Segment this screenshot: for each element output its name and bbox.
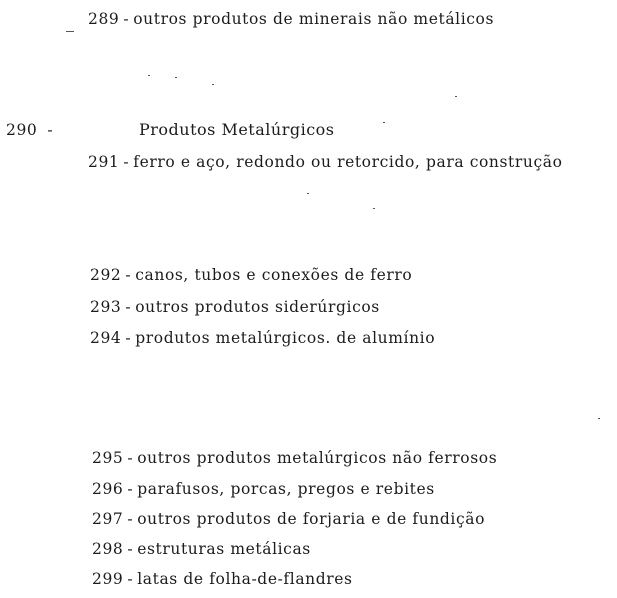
item-separator: -	[127, 449, 134, 467]
item-separator: -	[125, 298, 132, 316]
item-text: latas de folha-de-flandres	[137, 570, 353, 588]
list-item	[92, 480, 435, 498]
list-item	[92, 570, 353, 588]
item-separator: -	[125, 329, 132, 347]
scan-speck	[175, 77, 177, 78]
item-code: 298	[92, 540, 124, 558]
item-separator: -	[127, 510, 134, 528]
item-code: 294	[90, 329, 122, 347]
section-number: 290	[6, 121, 38, 139]
item-separator: -	[127, 540, 134, 558]
item-separator: -	[123, 10, 130, 28]
item-code: 291	[88, 153, 120, 171]
scan-speck	[148, 75, 150, 76]
scan-speck	[373, 208, 375, 209]
scan-speck	[307, 193, 309, 194]
item-code: 299	[92, 570, 124, 588]
item-separator: -	[125, 266, 132, 284]
section-code	[6, 121, 57, 139]
section-title: Produtos Metalúrgicos	[139, 120, 335, 139]
list-item	[88, 153, 563, 171]
scan-speck	[598, 418, 600, 419]
item-text: outros produtos siderúrgicos	[135, 298, 380, 316]
item-code: 297	[92, 510, 124, 528]
item-separator: -	[123, 153, 130, 171]
scan-speck	[212, 84, 214, 85]
item-code: 289	[88, 10, 120, 28]
item-text: ferro e aço, redondo ou retorcido, para construção	[133, 153, 563, 171]
scan-speck	[455, 96, 457, 97]
list-item	[90, 266, 412, 284]
item-code: 295	[92, 449, 124, 467]
item-text: estruturas metálicas	[137, 540, 311, 558]
item-text: outros produtos metalúrgicos não ferrosos	[137, 449, 498, 467]
list-item	[88, 10, 494, 28]
item-separator: -	[127, 570, 134, 588]
item-text: outros produtos de forjaria e de fundição	[137, 510, 486, 528]
item-code: 292	[90, 266, 122, 284]
item-text: canos, tubos e conexões de ferro	[135, 266, 413, 284]
item-code: 296	[92, 480, 124, 498]
list-item	[90, 329, 435, 347]
item-code: 293	[90, 298, 122, 316]
scan-speck	[383, 122, 385, 123]
item-separator: -	[127, 480, 134, 498]
list-item	[92, 540, 311, 558]
list-item	[90, 298, 380, 316]
list-item	[92, 449, 497, 467]
list-item	[92, 510, 485, 528]
item-text: produtos metalúrgicos. de alumínio	[135, 329, 436, 347]
scan-mark	[66, 31, 74, 32]
section-separator: -	[47, 121, 54, 139]
item-text: parafusos, porcas, pregos e rebites	[137, 480, 435, 498]
item-text: outros produtos de minerais não metálicos	[133, 10, 495, 28]
